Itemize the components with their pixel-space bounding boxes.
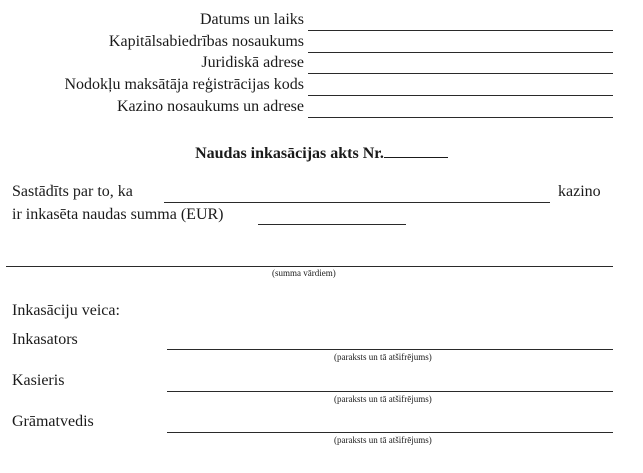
signer-role-cashier: Kasieris: [12, 372, 65, 389]
field-line-casino-name-address[interactable]: [308, 117, 613, 118]
statement-subject-line[interactable]: [164, 202, 550, 203]
signature-caption-accountant: (paraksts un tā atšifrējums): [334, 435, 432, 445]
field-line-legal-address[interactable]: [308, 73, 613, 74]
field-label-legal-address: Juridiskā adrese: [201, 54, 304, 71]
signature-line-accountant[interactable]: [167, 432, 613, 433]
document-title: [0, 143, 643, 164]
field-label-company-name: Kapitālsabiedrības nosaukums: [108, 33, 304, 50]
field-label-date-time: Datums un laiks: [200, 11, 304, 28]
field-label-casino-name-address: Kazino nosaukums un adrese: [116, 98, 304, 115]
amount-words-line[interactable]: [6, 266, 613, 267]
statement-suffix: kazino: [558, 183, 601, 200]
amount-line[interactable]: [258, 224, 406, 225]
statement-prefix: Sastādīts par to, ka: [12, 183, 133, 200]
signature-line-collector[interactable]: [167, 349, 613, 350]
field-label-tax-code: Nodokļu maksātāja reģistrācijas kods: [64, 76, 304, 93]
field-line-date-time[interactable]: [308, 30, 613, 31]
field-line-company-name[interactable]: [308, 52, 613, 53]
signature-caption-cashier: (paraksts un tā atšifrējums): [334, 394, 432, 404]
signer-role-accountant: Grāmatvedis: [12, 413, 94, 430]
collected-by-label: Inkasāciju veica:: [12, 302, 120, 319]
act-number-blank[interactable]: [384, 143, 448, 158]
statement-line2: ir inkasēta naudas summa (EUR): [12, 206, 224, 223]
field-line-tax-code[interactable]: [308, 95, 613, 96]
signer-role-collector: Inkasators: [12, 331, 78, 348]
signature-caption-collector: (paraksts un tā atšifrējums): [334, 352, 432, 362]
amount-words-caption: (summa vārdiem): [272, 268, 336, 278]
signature-line-cashier[interactable]: [167, 391, 613, 392]
title-text: Naudas inkasācijas akts Nr.: [195, 145, 384, 162]
